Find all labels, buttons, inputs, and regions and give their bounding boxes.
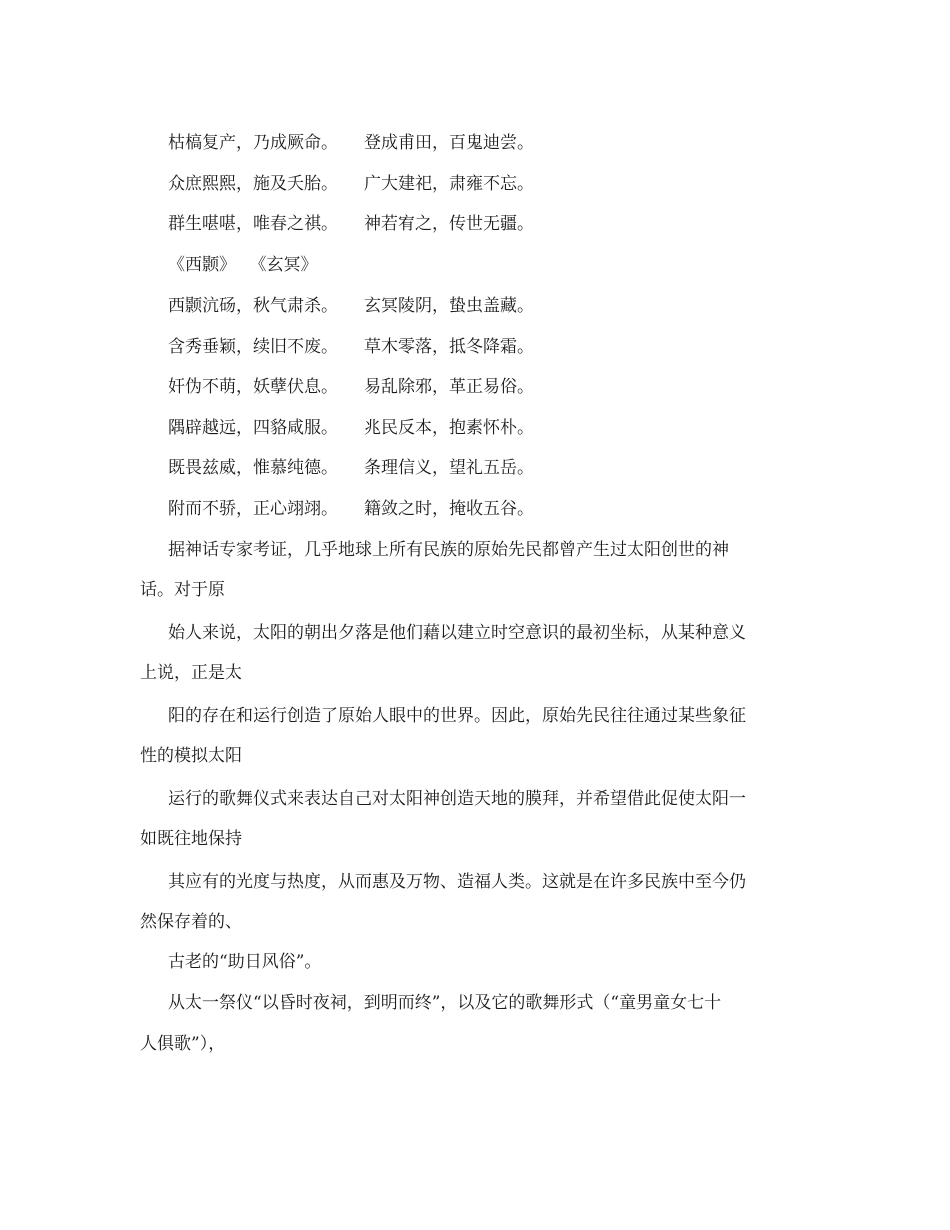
verse-line bbox=[168, 336, 584, 358]
verse-line bbox=[168, 417, 584, 439]
paragraph-line: 阳的存在和运行创造了原始人眼中的世界。因此，原始先民往往通过某些象征 bbox=[168, 706, 746, 726]
section-title: 《西颢》 bbox=[168, 255, 236, 275]
verse-half: 附而不骄，正心翊翊。 bbox=[168, 499, 338, 519]
verse-line bbox=[168, 173, 584, 195]
paragraph-line: 据神话专家考证，几乎地球上所有民族的原始先民都曾产生过太阳创世的神 bbox=[168, 540, 729, 560]
verse-half: 既畏兹威，惟慕纯德。 bbox=[168, 458, 338, 478]
verse-half: 枯槁复产，乃成厥命。 bbox=[168, 133, 338, 153]
verse-line bbox=[168, 295, 584, 317]
verse-half: 众庶熙熙，施及夭胎。 bbox=[168, 174, 338, 194]
verse-half: 籍敛之时，掩收五谷。 bbox=[364, 499, 534, 519]
paragraph-line: 话。对于原 bbox=[140, 580, 225, 600]
verse-half: 含秀垂颖，续旧不废。 bbox=[168, 337, 338, 357]
verse-half: 玄冥陵阴，蛰虫盖藏。 bbox=[364, 296, 534, 316]
verse-half: 登成甫田，百鬼迪尝。 bbox=[364, 133, 534, 153]
paragraph-line: 如既往地保持 bbox=[140, 829, 242, 849]
verse-half: 群生啿啿，唯春之祺。 bbox=[168, 214, 338, 234]
verse-half: 奸伪不萌，妖孽伏息。 bbox=[168, 377, 338, 397]
verse-line bbox=[168, 376, 584, 398]
section-title: 《玄冥》 bbox=[258, 255, 318, 275]
verse-half: 西颢沆砀，秋气肃杀。 bbox=[168, 296, 338, 316]
paragraph-line: 然保存着的、 bbox=[140, 912, 242, 932]
paragraph-line: 从太一祭仪“以昏时夜祠，到明而终”，以及它的歌舞形式（“童男童女七十 bbox=[168, 993, 722, 1013]
verse-half: 条理信义，望礼五岳。 bbox=[364, 458, 534, 478]
paragraph-line: 性的模拟太阳 bbox=[140, 746, 242, 766]
verse-half: 神若宥之，传世无疆。 bbox=[364, 214, 534, 234]
paragraph-line: 上说，正是太 bbox=[140, 663, 242, 683]
paragraph-line: 古老的“助日风俗”。 bbox=[168, 952, 322, 972]
verse-line bbox=[168, 498, 584, 520]
verse-line bbox=[168, 457, 584, 479]
verse-half: 隅辟越远，四貉咸服。 bbox=[168, 418, 338, 438]
verse-line bbox=[168, 213, 584, 235]
paragraph-line: 其应有的光度与热度，从而惠及万物、造福人类。这就是在许多民族中至今仍 bbox=[168, 872, 746, 892]
verse-half: 广大建祀，肃雍不忘。 bbox=[364, 174, 534, 194]
verse-line bbox=[168, 132, 584, 154]
verse-half: 草木零落，抵冬降霜。 bbox=[364, 337, 534, 357]
paragraph-line: 运行的歌舞仪式来表达自己对太阳神创造天地的膜拜，并希望借此促使太阳一 bbox=[168, 789, 746, 809]
verse-half: 易乱除邪，革正易俗。 bbox=[364, 377, 534, 397]
section-titles bbox=[168, 254, 318, 276]
verse-half: 兆民反本，抱素怀朴。 bbox=[364, 418, 534, 438]
paragraph-line: 始人来说，太阳的朝出夕落是他们藉以建立时空意识的最初坐标，从某种意义 bbox=[168, 623, 746, 643]
paragraph-line: 人俱歌”）， bbox=[140, 1034, 226, 1054]
